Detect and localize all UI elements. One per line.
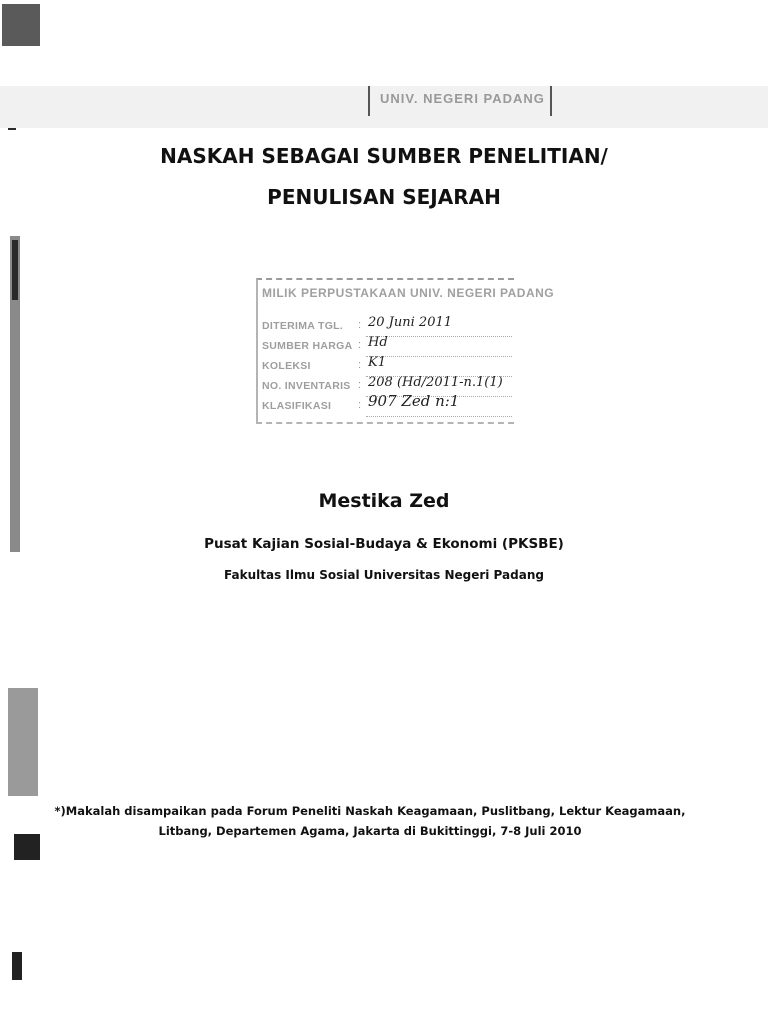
stamp-row: KOLEKSI : K1 (262, 358, 512, 378)
library-stamp-header: MILIK PERPUSTAKAAN UNIV. NEGERI PADANG (262, 286, 555, 300)
university-stamp (368, 86, 552, 116)
stamp-label: DITERIMA TGL. (262, 320, 344, 332)
stamp-row: SUMBER HARGA : Hd (262, 338, 512, 358)
stamp-row: DITERIMA TGL. : 20 Juni 2011 (262, 318, 512, 338)
stamp-value: 907 Zed n:1 (368, 392, 460, 410)
university-stamp-text: UNIV. NEGERI PADANG (380, 91, 545, 106)
stamp-row: NO. INVENTARIS : 208 (Hd/2011-n.1(1) (262, 378, 512, 398)
footnote-line-2: Litbang, Departemen Agama, Jakarta di Bukittinggi, 7-8 Juli 2010 (158, 824, 582, 838)
stamp-value: 20 Juni 2011 (368, 315, 453, 330)
scan-artifact (2, 4, 40, 46)
institution-name: Pusat Kajian Sosial-Budaya & Ekonomi (PKSBE) (204, 536, 564, 552)
stamp-label: KOLEKSI (262, 360, 311, 372)
stamp-value: 208 (Hd/2011-n.1(1) (368, 375, 503, 390)
scan-artifact (12, 952, 22, 980)
stamp-label: NO. INVENTARIS (262, 380, 351, 392)
scan-artifact (8, 688, 38, 796)
stamp-value: K1 (368, 355, 386, 370)
stamp-value: Hd (368, 335, 388, 350)
title-line-1: NASKAH SEBAGAI SUMBER PENELITIAN/ (160, 144, 608, 168)
stamp-row: KLASIFIKASI : 907 Zed n:1 (262, 398, 512, 418)
footnote-line-1: *)Makalah disampaikan pada Forum Peneliti Naskah Keagamaan, Puslitbang, Lektur Keagamaan, (54, 804, 686, 818)
scan-artifact (12, 240, 18, 300)
stamp-label: SUMBER HARGA (262, 340, 353, 352)
faculty-name: Fakultas Ilmu Sosial Universitas Negeri Padang (224, 568, 544, 582)
author-name: Mestika Zed (318, 490, 450, 512)
library-stamp (256, 278, 555, 424)
stamp-label: KLASIFIKASI (262, 400, 332, 412)
title-line-2: PENULISAN SEJARAH (267, 185, 501, 209)
